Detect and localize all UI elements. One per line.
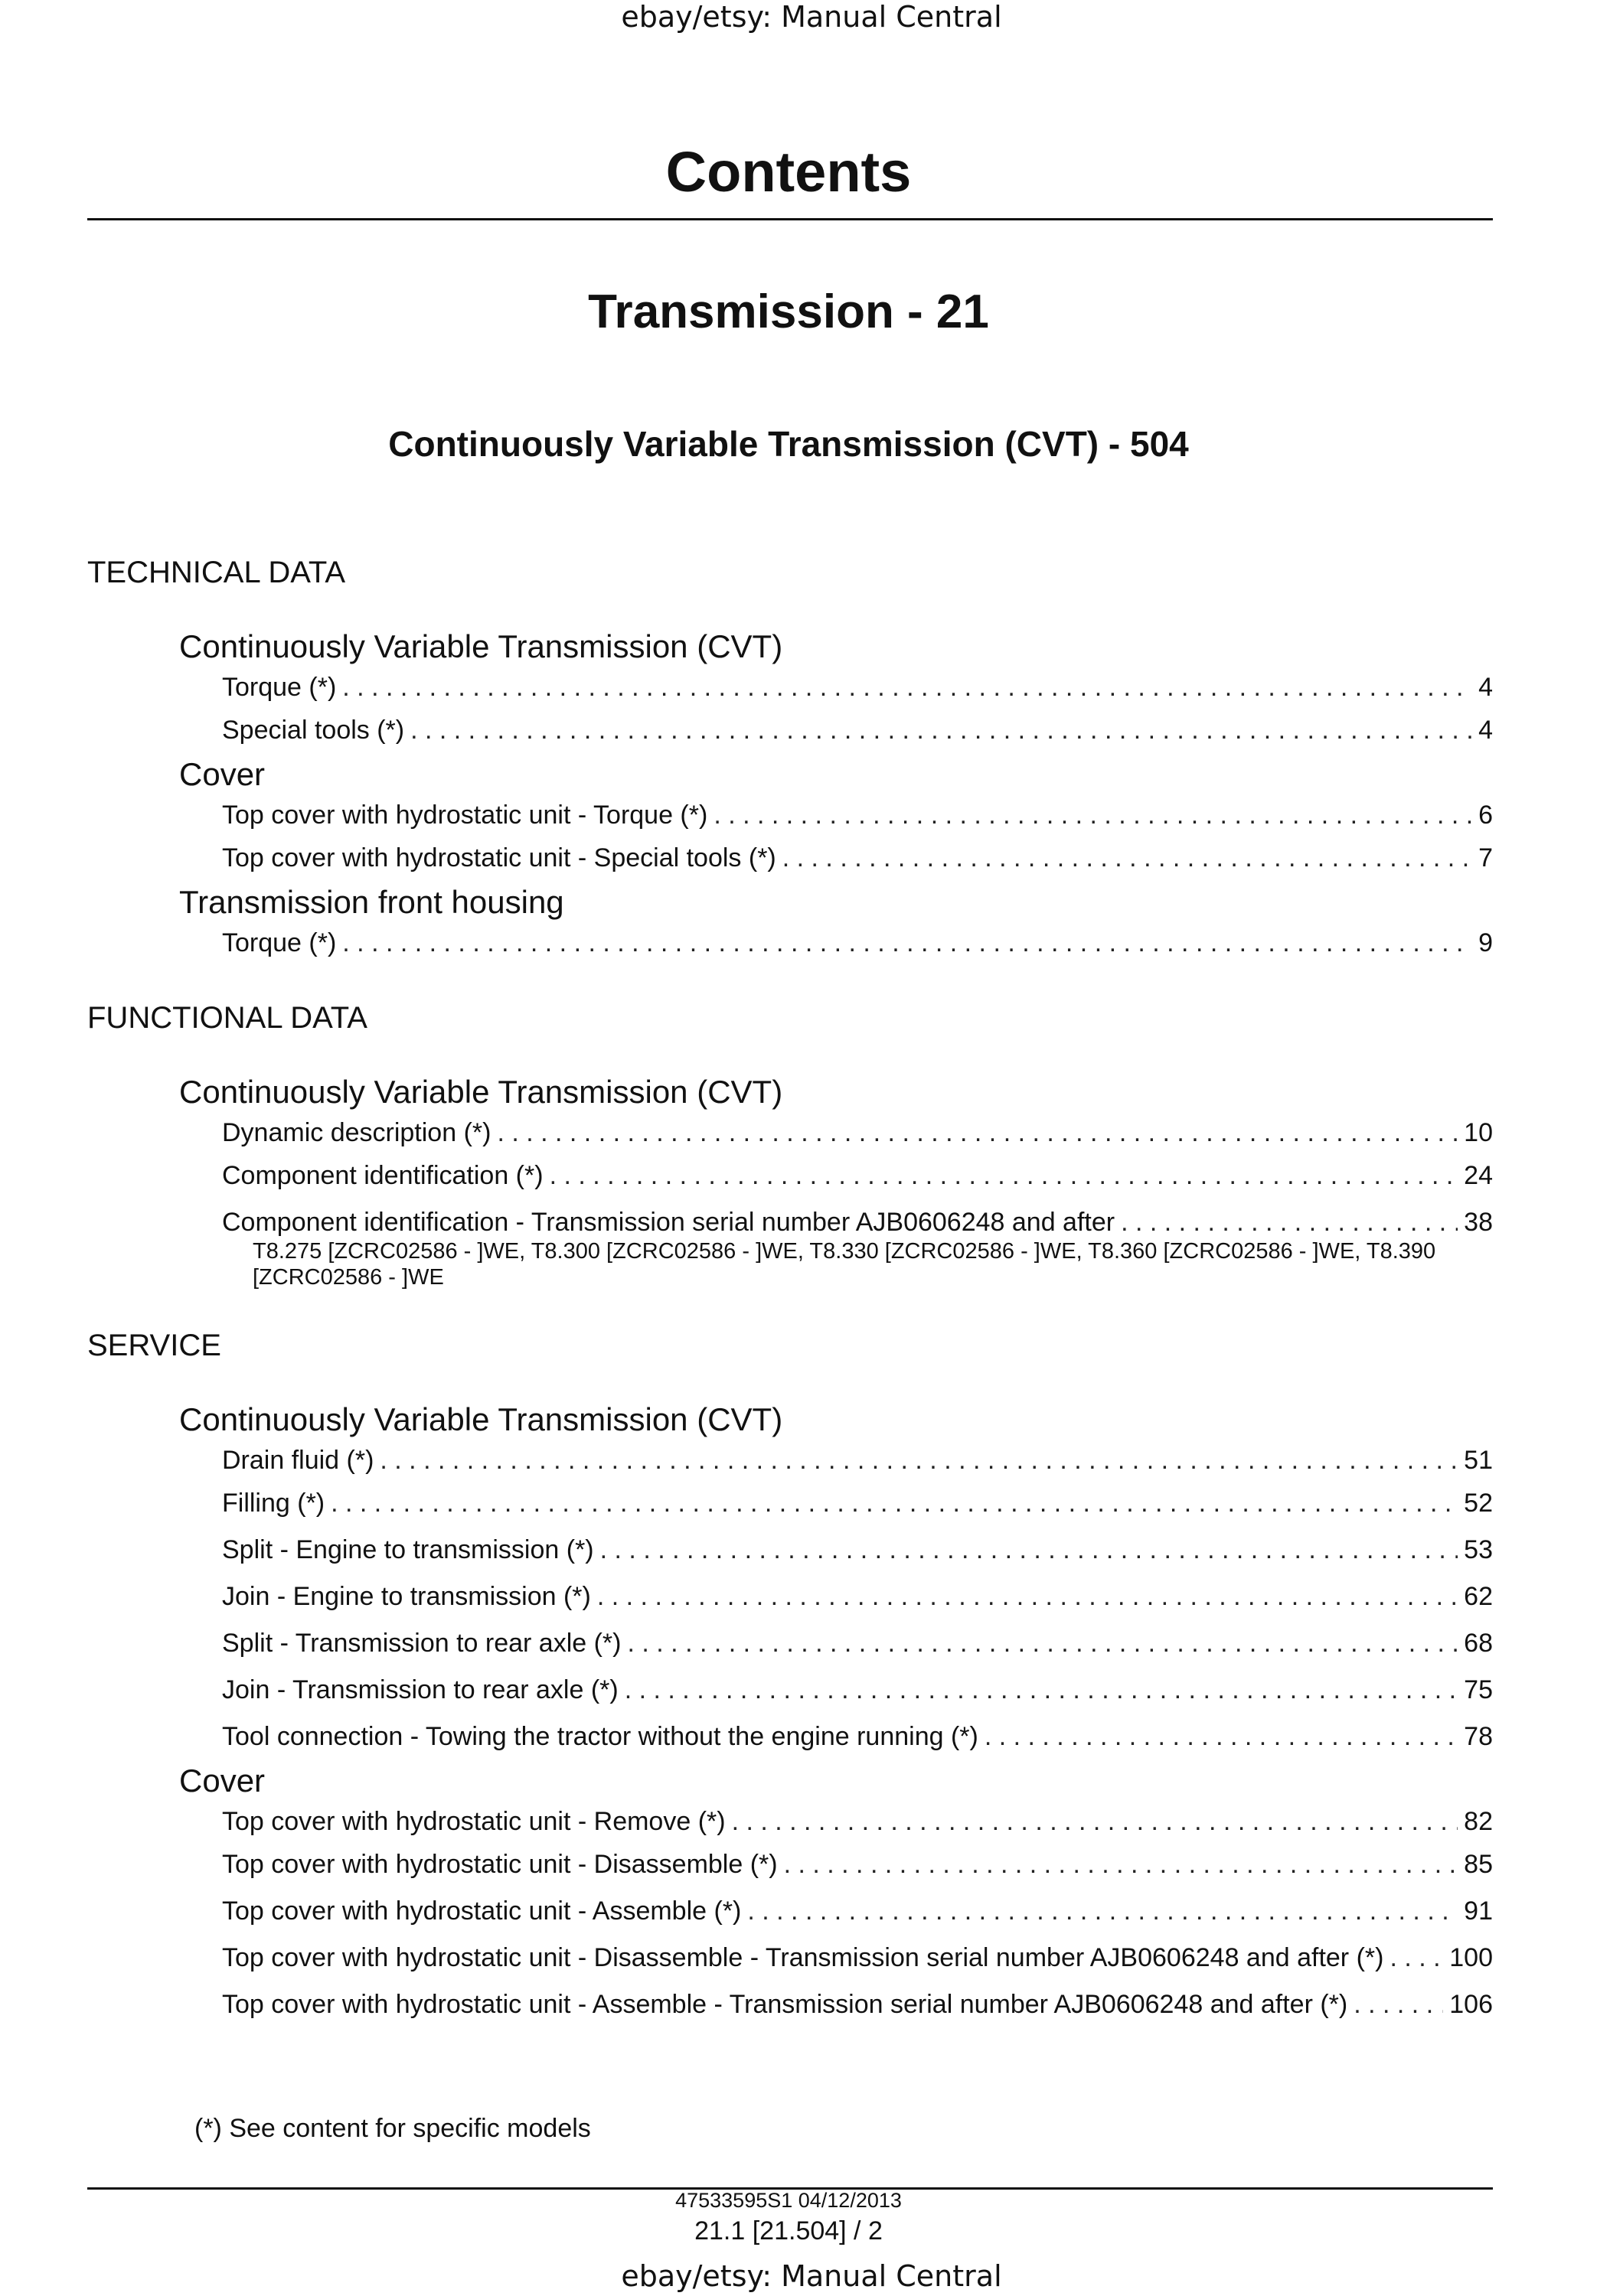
toc-category xyxy=(87,1322,1493,2028)
dot-leader xyxy=(747,1888,1458,1935)
entry-page-number: 7 xyxy=(1478,843,1493,872)
dot-leader xyxy=(1390,1935,1443,1981)
entry-page-number: 10 xyxy=(1464,1118,1493,1147)
toc-entry[interactable] xyxy=(222,1981,1493,2028)
entry-page-number: 9 xyxy=(1478,928,1493,957)
dot-leader xyxy=(784,1841,1458,1888)
dot-leader xyxy=(342,923,1472,963)
dot-leader xyxy=(342,667,1472,707)
entry-page-number: 91 xyxy=(1464,1896,1493,1926)
toc-entry[interactable] xyxy=(222,1153,1493,1199)
entry-label: Top cover with hydrostatic unit - Disassemble - Transmission serial number AJB0606248 and after (*) xyxy=(222,1943,1384,1972)
toc-entry[interactable] xyxy=(222,923,1493,963)
toc-entry[interactable] xyxy=(222,1841,1493,1888)
toc-category xyxy=(87,995,1493,1290)
toc-entry[interactable] xyxy=(222,1935,1493,1981)
toc-group xyxy=(179,754,1493,882)
dot-leader xyxy=(1354,1981,1443,2028)
toc-entry[interactable] xyxy=(222,1440,1493,1480)
entry-label: Join - Transmission to rear axle (*) xyxy=(222,1675,619,1704)
toc-entry[interactable] xyxy=(222,707,1493,754)
dot-leader xyxy=(625,1667,1458,1714)
toc-group xyxy=(179,882,1493,963)
group-heading: Continuously Variable Transmission (CVT) xyxy=(179,628,783,664)
section-title: Continuously Variable Transmission (CVT) - 504 xyxy=(388,424,1189,464)
toc-entry[interactable] xyxy=(222,1620,1493,1667)
entry-label: Component identification - Transmission serial number AJB0606248 and after xyxy=(222,1208,1115,1237)
entry-label: Drain fluid (*) xyxy=(222,1446,374,1475)
toc-entry[interactable] xyxy=(222,1574,1493,1620)
entry-page-number: 38 xyxy=(1464,1208,1493,1237)
watermark-bottom: ebay/etsy: Manual Central xyxy=(621,2259,1002,2293)
entry-page-number: 53 xyxy=(1464,1535,1493,1564)
entry-page-number: 82 xyxy=(1464,1807,1493,1836)
document-number: 47533595S1 04/12/2013 xyxy=(675,2189,902,2212)
entry-label: Top cover with hydrostatic unit - Assemble (*) xyxy=(222,1896,742,1926)
group-heading: Transmission front housing xyxy=(179,884,564,920)
dot-leader xyxy=(1121,1199,1458,1246)
entry-page-number: 68 xyxy=(1464,1629,1493,1658)
category-heading: TECHNICAL DATA xyxy=(87,556,346,589)
category-heading: SERVICE xyxy=(87,1329,221,1362)
toc-group xyxy=(179,1399,1493,1760)
dot-leader xyxy=(782,835,1472,882)
toc-entry[interactable] xyxy=(222,1199,1493,1246)
group-heading: Cover xyxy=(179,1763,266,1799)
entry-page-number: 106 xyxy=(1449,1990,1493,2019)
dot-leader xyxy=(600,1527,1458,1574)
toc-entry[interactable] xyxy=(222,1480,1493,1527)
entry-page-number: 100 xyxy=(1449,1943,1493,1972)
entry-page-number: 24 xyxy=(1464,1161,1493,1190)
entry-models-note: T8.275 [ZCRC02586 - ]WE, T8.300 [ZCRC02586 - ]WE, T8.330 [ZCRC02586 - ]WE, T8.360 [ZCRC02586 - ]WE, T8.390 [ZCRC02586 - ]WE xyxy=(253,1239,1436,1290)
entry-page-number: 85 xyxy=(1464,1850,1493,1879)
dot-leader xyxy=(380,1440,1458,1480)
toc-entry[interactable] xyxy=(222,1802,1493,1841)
entry-label: Split - Engine to transmission (*) xyxy=(222,1535,594,1564)
dot-leader xyxy=(985,1714,1458,1760)
entry-label: Top cover with hydrostatic unit - Disassemble (*) xyxy=(222,1850,778,1879)
toc-group xyxy=(179,1760,1493,2028)
dot-leader xyxy=(628,1620,1458,1667)
entry-page-number: 52 xyxy=(1464,1489,1493,1518)
footnote: (*) See content for specific models xyxy=(194,2114,591,2143)
entry-page-number: 6 xyxy=(1478,801,1493,830)
entry-page-number: 78 xyxy=(1464,1722,1493,1751)
entry-page-number: 75 xyxy=(1464,1675,1493,1704)
group-heading: Continuously Variable Transmission (CVT) xyxy=(179,1074,783,1110)
entry-label: Tool connection - Towing the tractor without the engine running (*) xyxy=(222,1722,978,1751)
toc-entry[interactable] xyxy=(222,1667,1493,1714)
entry-label: Filling (*) xyxy=(222,1489,325,1518)
entry-label: Split - Transmission to rear axle (*) xyxy=(222,1629,622,1658)
page-number: 21.1 [21.504] / 2 xyxy=(694,2216,883,2245)
chapter-title: Transmission - 21 xyxy=(588,285,989,338)
toc-group xyxy=(179,626,1493,754)
group-heading: Cover xyxy=(179,756,266,792)
toc-entry[interactable] xyxy=(222,1113,1493,1153)
entry-label: Dynamic description (*) xyxy=(222,1118,491,1147)
dot-leader xyxy=(550,1153,1458,1199)
entry-label: Torque (*) xyxy=(222,928,337,957)
entry-label: Top cover with hydrostatic unit - Special tools (*) xyxy=(222,843,776,872)
entry-page-number: 4 xyxy=(1478,716,1493,745)
dot-leader xyxy=(732,1802,1458,1841)
entry-label: Special tools (*) xyxy=(222,716,405,745)
toc-entry[interactable] xyxy=(222,835,1493,882)
entry-label: Component identification (*) xyxy=(222,1161,544,1190)
entry-label: Join - Engine to transmission (*) xyxy=(222,1582,591,1611)
entry-page-number: 51 xyxy=(1464,1446,1493,1475)
dot-leader xyxy=(497,1113,1458,1153)
toc-entry[interactable] xyxy=(222,795,1493,835)
group-heading: Continuously Variable Transmission (CVT) xyxy=(179,1401,783,1437)
page-title: Contents xyxy=(665,140,912,204)
watermark-top: ebay/etsy: Manual Central xyxy=(621,0,1002,34)
entry-label: Top cover with hydrostatic unit - Assemble - Transmission serial number AJB0606248 and after (*) xyxy=(222,1990,1348,2019)
toc-group xyxy=(179,1071,1493,1290)
dot-leader xyxy=(331,1480,1458,1527)
toc-entry[interactable] xyxy=(222,1714,1493,1760)
table-of-contents xyxy=(87,550,1493,2060)
category-heading: FUNCTIONAL DATA xyxy=(87,1001,367,1035)
toc-entry[interactable] xyxy=(222,667,1493,707)
entry-label: Top cover with hydrostatic unit - Remove (*) xyxy=(222,1807,726,1836)
entry-page-number: 62 xyxy=(1464,1582,1493,1611)
toc-category xyxy=(87,550,1493,963)
header-divider xyxy=(87,218,1493,220)
dot-leader xyxy=(597,1574,1458,1620)
dot-leader xyxy=(714,795,1472,835)
toc-entry[interactable] xyxy=(222,1527,1493,1574)
entry-label: Top cover with hydrostatic unit - Torque (*) xyxy=(222,801,708,830)
dot-leader xyxy=(410,707,1472,754)
toc-entry[interactable] xyxy=(222,1888,1493,1935)
entry-page-number: 4 xyxy=(1478,673,1493,702)
entry-label: Torque (*) xyxy=(222,673,337,702)
